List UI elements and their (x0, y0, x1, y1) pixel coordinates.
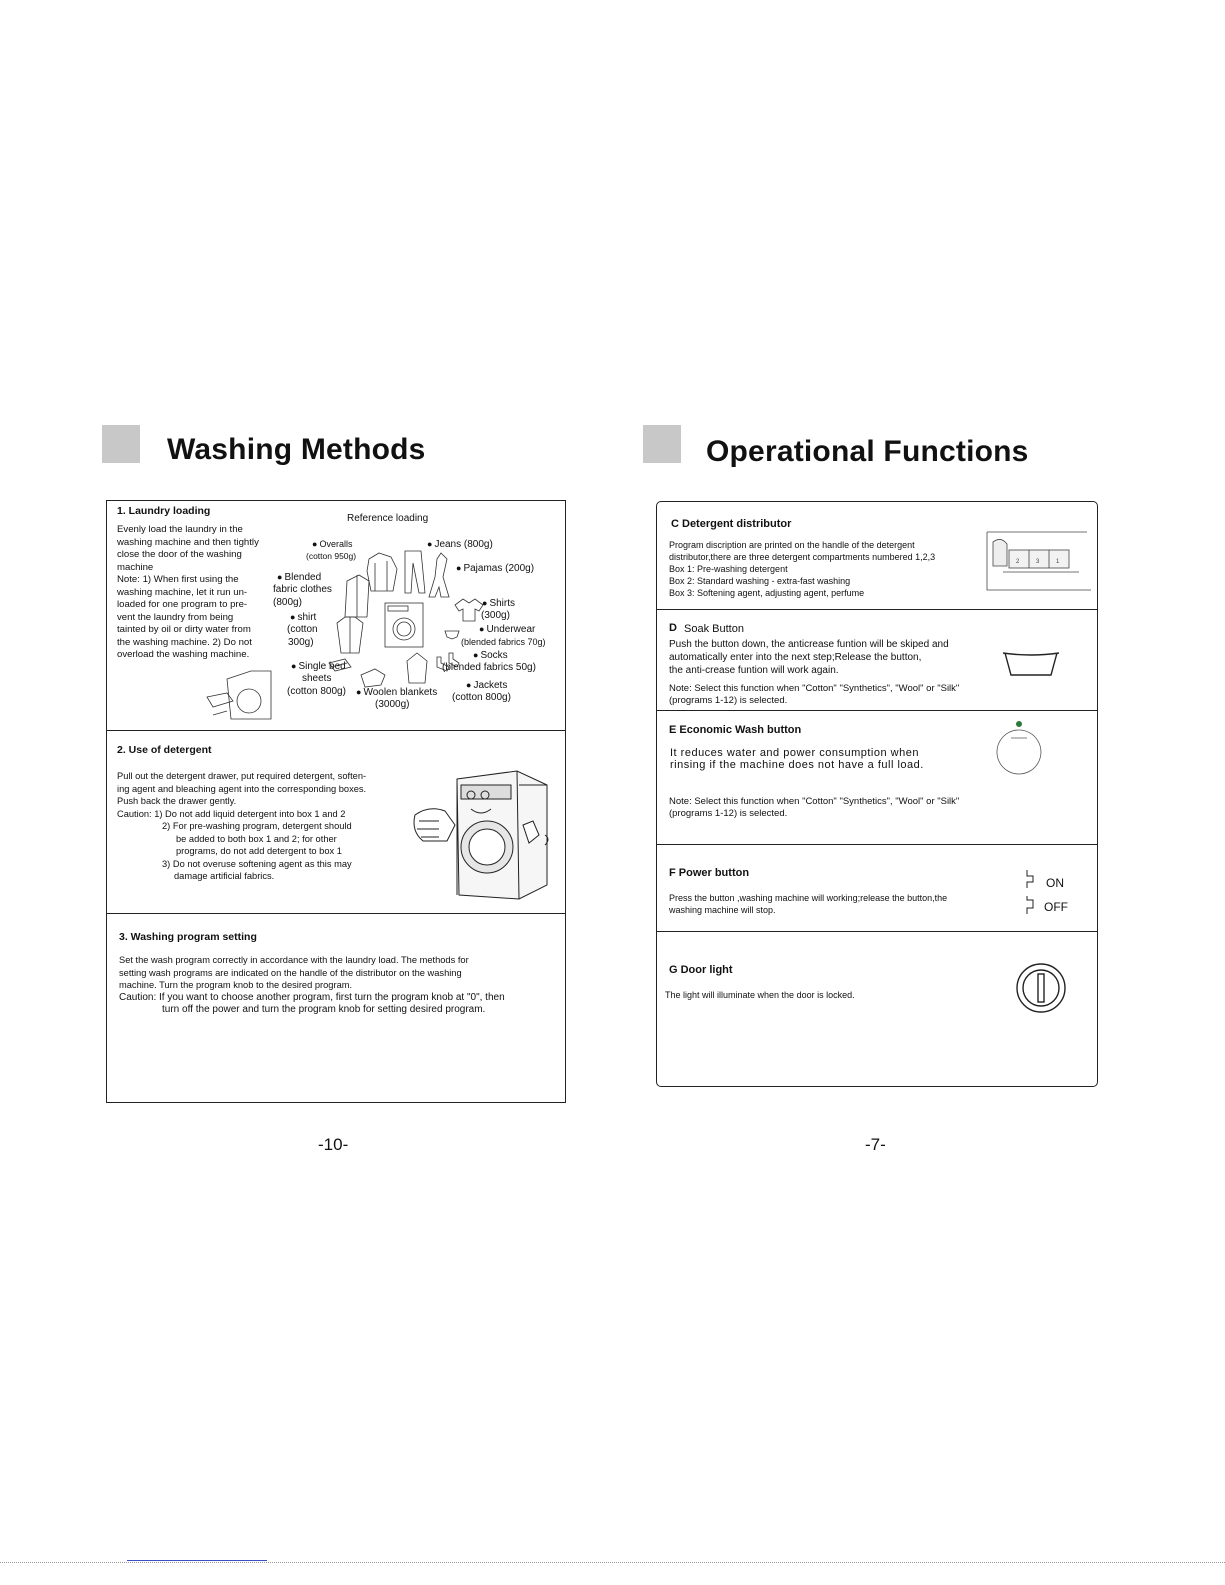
section-letter: D (669, 622, 677, 634)
soak-button-section (657, 609, 1097, 711)
door-light-text: The light will illuminate when the door is locked. (665, 990, 855, 1000)
blended-icon (345, 575, 369, 617)
section-marker-left (102, 425, 140, 463)
item-socks-weight: (blended fabrics 50g) (442, 662, 536, 673)
power-button-section (657, 844, 1097, 932)
item-blended-3: (800g) (273, 597, 302, 608)
detergent-distributor-section (657, 502, 1097, 610)
shirt-icon (337, 617, 363, 653)
program-text: Set the wash program correctly in accordance with the laundry load. The methods for setting wash programs are indicated on the handle of the distributor on the washing machine. Turn the program knob to the desired program. Caution: If you want to choose another program, first turn the program knob at "0", then turn off the power and turn the program knob for setting desired program. (119, 955, 505, 1015)
drawer-box-number: 3 (1036, 559, 1040, 565)
section-heading: E Economic Wash button (669, 724, 802, 736)
page-title-right: Operational Functions (706, 435, 1029, 468)
sheets-icon (329, 659, 351, 671)
soak-tub-icon (1003, 649, 1059, 679)
item-shirt-weight-2: 300g) (288, 637, 314, 648)
washing-machine-cartoon-icon (405, 765, 565, 905)
item-shirts-weight: (300g) (481, 610, 510, 621)
section-heading: F Power button (669, 867, 750, 879)
item-bed: ● Single bed (291, 660, 346, 673)
item-blended-2: fabric clothes (273, 584, 332, 595)
item-shirt: ● shirt (290, 611, 316, 624)
item-jackets: ● Jackets (466, 679, 507, 692)
item-blended: ● Blended (277, 571, 321, 584)
item-woolen-weight: (3000g) (375, 699, 410, 710)
power-switch-on-icon (1025, 870, 1037, 888)
power-text: Press the button ,washing machine will working;release the button,the washing machine will stop. (669, 893, 948, 915)
item-jackets-weight: (cotton 800g) (452, 692, 511, 703)
underwear-icon (445, 631, 459, 639)
economic-wash-icon (999, 720, 1045, 770)
section-heading: G Door light (669, 964, 733, 976)
door-light-section (657, 931, 1097, 1086)
detergent-section (107, 730, 565, 914)
blanket-icon (361, 669, 385, 687)
detergent-drawer-icon (983, 530, 1093, 594)
off-label: OFF (1044, 900, 1068, 914)
item-jeans: ● Jeans (800g) (427, 538, 493, 551)
door-light-icon (1015, 962, 1067, 1014)
item-overalls-weight: (cotton 950g) (306, 551, 357, 561)
item-socks: ● Socks (473, 649, 508, 662)
section-heading: 1. Laundry loading (117, 505, 211, 517)
soak-text: Push the button down, the anticrease funtion will be skiped and automatically enter into the next step;Release the button, the anti-crease funtion will work again. (669, 639, 949, 676)
soak-note: Note: Select this function when "Cotton" "Synthetics", "Wool" or "Silk" (programs 1-12) is selected. (669, 683, 960, 706)
item-bed-3: (cotton 800g) (287, 686, 346, 697)
economic-text: It reduces water and power consumption when rinsing if the machine does not have a full load. (670, 747, 924, 771)
shirts-icon (455, 599, 483, 621)
section-marker-right (643, 425, 681, 463)
economic-note: Note: Select this function when "Cotton" "Synthetics", "Wool" or "Silk" (programs 1-12) is selected. (669, 796, 960, 819)
laundry-loading-section (107, 501, 565, 731)
section-heading: 3. Washing program setting (119, 931, 257, 943)
loading-text: Evenly load the laundry in the washing machine and then tightly close the door of the washing machine Note: 1) When first using the washing machine, let it run un- loaded for one program to pre- vent the laundry from being tainted by oil or dirty water from the washing machine. 2) Do not overload the washing machine. (117, 524, 259, 660)
economic-wash-section (657, 710, 1097, 845)
item-overalls: ● Overalls (312, 538, 352, 550)
page-title-left: Washing Methods (167, 433, 426, 466)
pajamas-icon (429, 553, 449, 597)
page-number-left: -10- (318, 1135, 349, 1154)
washer-icon (385, 603, 423, 647)
drawer-box-number: 2 (1016, 559, 1020, 565)
machine-sketch-icon (227, 671, 271, 719)
item-bed-2: sheets (302, 673, 332, 684)
item-woolen: ● Woolen blankets (356, 686, 437, 699)
washing-methods-box (106, 500, 566, 1103)
bottom-divider (0, 1562, 1225, 1563)
power-switch-off-icon (1025, 896, 1037, 914)
socks-icon (437, 653, 459, 671)
item-pajamas: ● Pajamas (200g) (456, 562, 534, 575)
item-shirt-weight-1: (cotton (287, 624, 318, 635)
bottom-link-underline (127, 1560, 267, 1561)
jeans-icon (405, 551, 425, 593)
item-shirts: ● Shirts (482, 597, 515, 610)
section-heading: 2. Use of detergent (117, 744, 212, 756)
distributor-text: Program discription are printed on the handle of the detergent distributor,there are three detergent compartments numbered 1,2,3 Box 1: Pre-washing detergent Box 2: Standard washing - extra-fast washing Box 3: Softening agent, adjusting agent, perfume (669, 540, 936, 598)
drawer-box-number: 1 (1056, 559, 1060, 565)
detergent-text: Pull out the detergent drawer, put required detergent, soften- ing agent and bleaching agent into the corresponding boxes. Push back the drawer gently. Caution: 1) Do not add liquid detergent into box 1 and 2 2) For pre-washing program, detergent should be added to both box 1 and 2; for other programs, do not add detergent to box 1 3) Do not overuse softening agent as this may damage artificial fabrics. (117, 771, 367, 881)
laundry-illustration (107, 501, 565, 730)
section-heading: Soak Button (684, 623, 744, 635)
on-label: ON (1046, 876, 1064, 890)
section-heading: C Detergent distributor (671, 518, 792, 530)
page-number-right: -7- (865, 1135, 886, 1154)
overalls-icon (367, 553, 397, 591)
item-underwear: ● Underwear (479, 623, 535, 636)
jacket-icon (407, 653, 427, 683)
reference-loading-title: Reference loading (347, 513, 429, 524)
item-underwear-weight: (blended fabrics 70g) (461, 637, 546, 647)
operational-functions-box (656, 501, 1098, 1087)
program-section (107, 913, 565, 1102)
